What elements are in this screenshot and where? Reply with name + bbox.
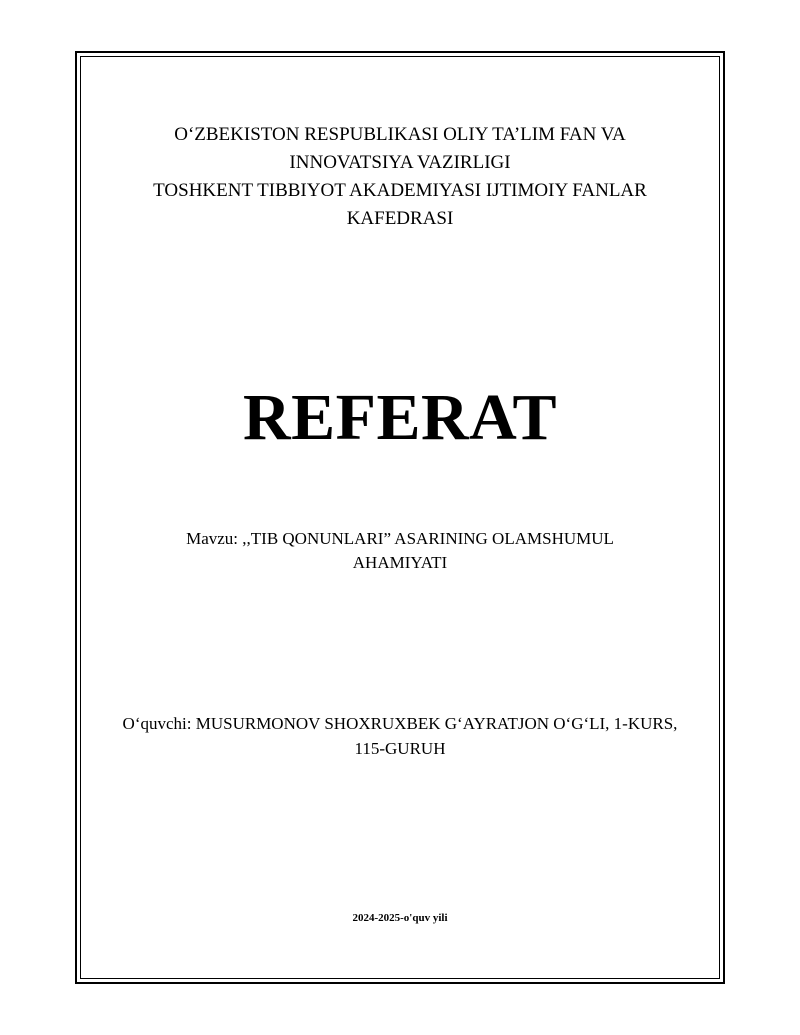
document-title: REFERAT <box>243 381 557 454</box>
header-line: O‘ZBEKISTON RESPUBLIKASI OLIY TA’LIM FAN VA <box>174 124 626 145</box>
header-line: INNOVATSIYA VAZIRLIGI <box>289 152 511 173</box>
student-info: O‘quvchi: MUSURMONOV SHOXRUXBEK G‘AYRATJON O‘G‘LI, 1-KURS, 115-GURUH <box>122 714 678 758</box>
institution-header <box>0 121 800 233</box>
academic-year: 2024-2025-o'quv yili <box>352 912 448 924</box>
header-line: TOSHKENT TIBBIYOT AKADEMIYASI IJTIMOIY FANLAR <box>153 180 647 201</box>
header-line: KAFEDRASI <box>346 208 454 229</box>
topic-text: Mavzu: ,,TIB QONUNLARI” ASARINING OLAMSHUMUL AHAMIYATI <box>186 529 614 572</box>
